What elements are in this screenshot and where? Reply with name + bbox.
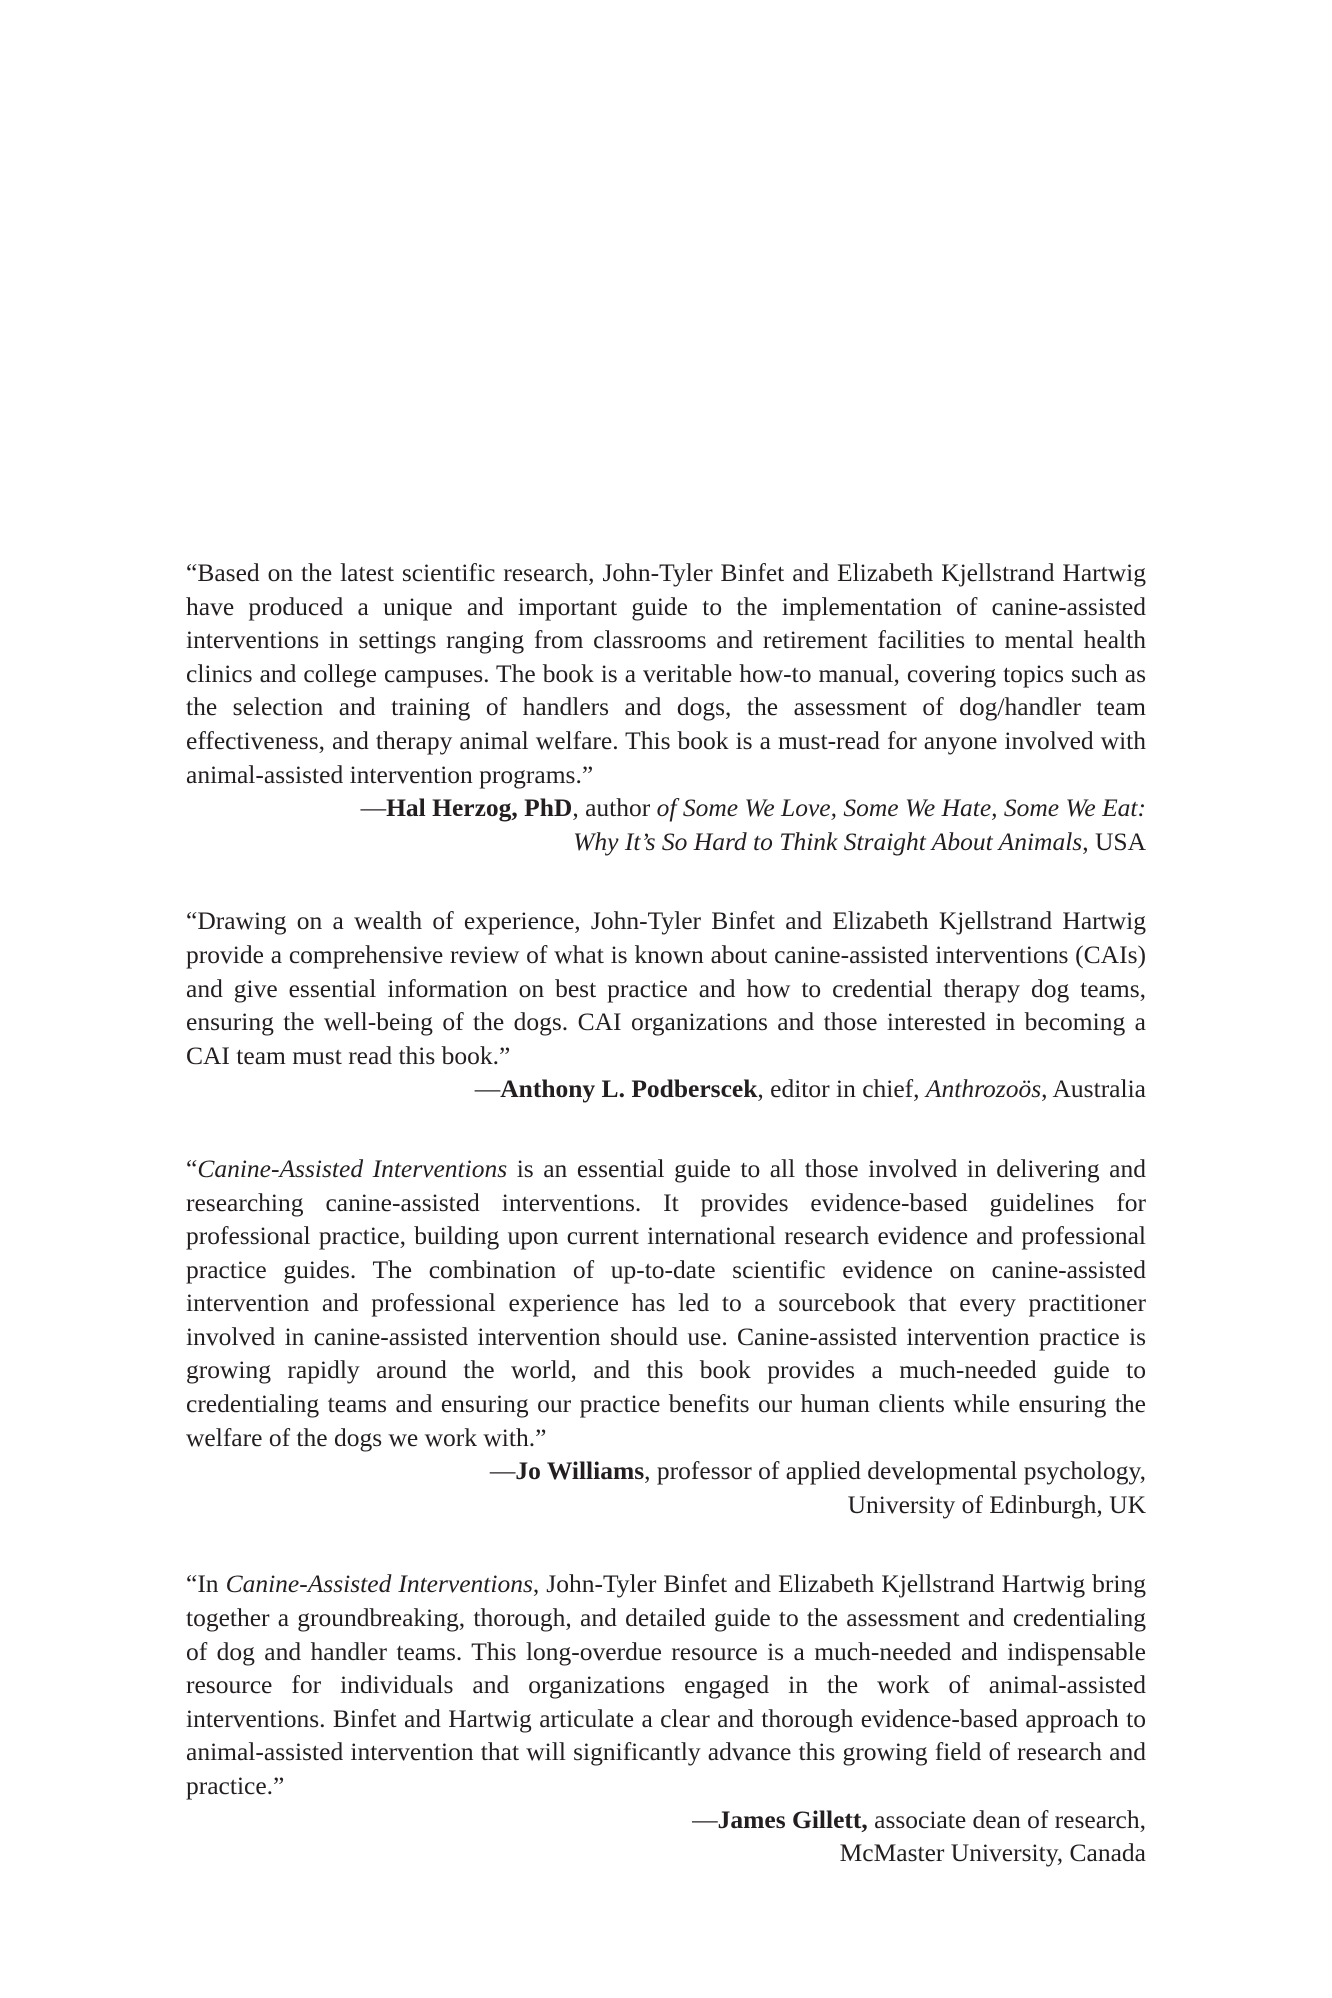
endorsement-quote: “Drawing on a wealth of experience, John-Tyler Binfet and Elizabeth Kjellstrand Hartwig provide a comprehensive review of what is known about canine-assisted interventions (CAIs) and give essential information on best practice and how to credential therapy dog teams, ensuring the well-being of the dogs. CAI organizations and those interested in becoming a CAI team must read this book.” — [186, 906, 1146, 1070]
endorsement-quote — [186, 1567, 1146, 1802]
attribution-role: , professor of applied developmental psychology, — [644, 1456, 1146, 1486]
endorsement-quote — [186, 1152, 1146, 1454]
attribution-line-1 — [186, 1454, 1146, 1488]
quote-book-title: Canine-Assisted Interventions — [197, 1153, 508, 1183]
endorsement-gillett — [186, 1567, 1146, 1869]
attribution-work-title: of Some We Love, Some We Hate, Some We Eat: — [656, 793, 1146, 823]
attribution-line-2 — [186, 825, 1146, 859]
attribution-affiliation: McMaster University, Canada — [839, 1838, 1146, 1868]
endorsement-attribution — [186, 791, 1146, 858]
attribution-role: , author — [572, 793, 657, 823]
attribution-name: Anthony L. Podberscek — [500, 1074, 758, 1104]
attribution-country: , Australia — [1041, 1074, 1146, 1104]
quote-open-mark: “In — [186, 1569, 226, 1599]
attribution-publication: Anthrozoös — [925, 1074, 1042, 1104]
endorsement-attribution — [186, 1803, 1146, 1870]
endorsement-attribution — [186, 1454, 1146, 1521]
attribution-affiliation: University of Edinburgh, UK — [847, 1489, 1146, 1519]
quote-body: , John-Tyler Binfet and Elizabeth Kjellstrand Hartwig bring together a groundbreaking, thorough, and detailed guide to the assessment and credentialing of dog and handler teams. This long-overdue resource is a much-needed and indispensable resource for individuals and organizations engaged in the work of animal-assisted interventions. Binfet and Hartwig articulate a clear and thorough evidence-based approach to animal-assisted intervention that will significantly advance this growing field of research and practice.” — [186, 1569, 1147, 1800]
attribution-line-1 — [186, 791, 1146, 825]
attribution-dash: — — [692, 1804, 718, 1834]
endorsement-quote: “Based on the latest scientific research, John-Tyler Binfet and Elizabeth Kjellstrand Hartwig have produced a unique and important guide to the implementation of canine-assisted interventions in settings ranging from classrooms and retirement facilities to mental health clinics and college campuses. The book is a veritable how-to manual, covering topics such as the selection and training of handlers and dogs, the assessment of dog/handler team effectiveness, and therapy animal welfare. This book is a must-read for anyone involved with animal-assisted intervention programs.” — [186, 558, 1146, 789]
attribution-name: Hal Herzog, PhD — [386, 793, 573, 823]
attribution-line-1 — [186, 1803, 1146, 1837]
attribution-name: James Gillett, — [717, 1804, 868, 1834]
attribution-role: , editor in chief, — [757, 1074, 926, 1104]
quote-body: is an essential guide to all those involved in delivering and researching canine-assisted interventions. It provides evidence-based guidelines for professional practice, building upon current international research evidence and professional practice guides. The combination of up-to-date scientific evidence on canine-assisted intervention and professional experience has led to a sourcebook that every practitioner involved in canine-assisted intervention should use. Canine-assisted intervention practice is growing rapidly around the world, and this book provides a much-needed guide to credentialing teams and ensuring our practice benefits our human clients while ensuring the welfare of the dogs we work with.” — [186, 1153, 1146, 1452]
attribution-line-2 — [186, 1488, 1146, 1522]
attribution-role: associate dean of research, — [867, 1804, 1146, 1834]
attribution-work-title: Why It’s So Hard to Think Straight About Animals — [573, 826, 1083, 856]
attribution-dash: — — [474, 1074, 501, 1104]
attribution-dash: — — [360, 793, 387, 823]
endorsements-column — [186, 556, 1146, 1916]
attribution-name: Jo Williams — [515, 1456, 645, 1486]
attribution-line-2 — [186, 1836, 1146, 1870]
endorsement-williams — [186, 1152, 1146, 1522]
attribution-country: , USA — [1082, 826, 1146, 856]
attribution-dash: — — [489, 1456, 516, 1486]
endorsement-podberscek — [186, 904, 1146, 1106]
quote-book-title: Canine-Assisted Interventions — [225, 1569, 533, 1599]
quote-open-mark: “ — [186, 1153, 198, 1183]
endorsement-herzog — [186, 556, 1146, 858]
endorsement-attribution — [186, 1072, 1146, 1106]
attribution-line-1 — [186, 1072, 1146, 1106]
